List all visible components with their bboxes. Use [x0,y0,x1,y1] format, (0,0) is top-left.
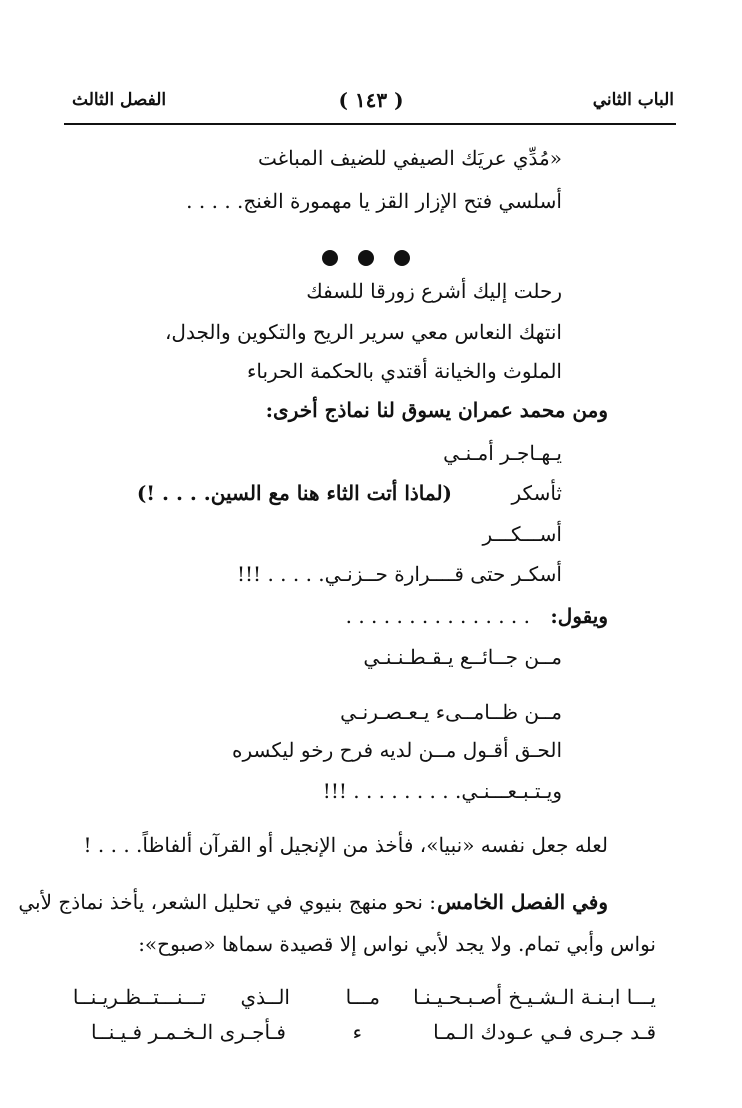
page-number: ( ١٤٣ ) [338,88,404,112]
verse-part: فـأجـرى الـخـمـر فـيـنــا [90,1020,286,1044]
poem-line: «مُدِّي عريَك الصيفي للضيف المباغت [258,146,562,170]
poem-line: مــن جــائــع يـقـطـنـنـي [363,645,562,669]
separator-dot [322,250,338,266]
poem-line: أسكـر حتى قــــرارة حــزنـي. . . . . !!! [236,562,562,586]
verse-part: يـــا ابـنـة الـشـيـخ أصـبـحـيـنـا [413,985,656,1009]
intro-line: ومن محمد عمران يسوق لنا نماذج أخرى: [265,398,608,422]
section-reference: وفي الفصل الخامس [437,890,608,914]
section-separator [322,250,410,266]
ellipsis: . . . . . . . . . . . . . . . [345,604,530,628]
poem-line: ويـتـبـعـــنـي. . . . . . . . . !!! [322,779,562,803]
poem-line: أسلسي فتح الإزار القز يا مهمورة الغنج. . . . . [186,189,562,213]
poem-line: مــن ظــامــىء يـعـصـرنـي [340,700,562,724]
intro-line: ويقول: [550,604,608,628]
paragraph-line: نواس وأبي تمام. ولا يجد لأبي نواس إلا قصيدة سماها «صبوح»: [138,932,656,956]
poem-line: الملوث والخيانة أقتدي بالحكمة الحرباء [246,359,562,383]
poem-line: الحـق أقـول مــن لديه فرح رخو ليكسره [231,738,562,762]
verse-part: تـــنـــتــظـريـنــا [72,985,206,1009]
poem-line: ثأسكر [511,481,562,505]
verse-part: قـد جـرى فـي عـودك الـمـا [433,1020,656,1044]
poem-line: رحلت إليك أشرع زورقا للسفك [306,279,562,303]
paragraph-line: : نحو منهج بنيوي في تحليل الشعر، يأخذ نماذج لأبي [18,890,436,914]
separator-dot [394,250,410,266]
poem-line: أســـكـــر [482,522,562,546]
header-rule [64,123,676,125]
editor-comment: (لماذا أتت الثاء هنا مع السين. . . . !) [136,481,452,505]
verse-part: الــذي [240,985,290,1009]
section-header: الفصل الثالث [72,90,167,110]
verse-part: مـــا [345,985,380,1009]
chapter-header: الباب الثاني [592,90,674,110]
poem-line: يـهـاجـر أمـنـي [443,441,562,465]
verse-part: ء [352,1020,362,1044]
separator-dot [358,250,374,266]
paragraph-line: لعله جعل نفسه «نبيا»، فأخذ من الإنجيل أو القرآن ألفاظاً. . . . ! [83,833,608,857]
poem-line: انتهك النعاس معي سرير الريح والتكوين والجدل، [164,320,562,344]
